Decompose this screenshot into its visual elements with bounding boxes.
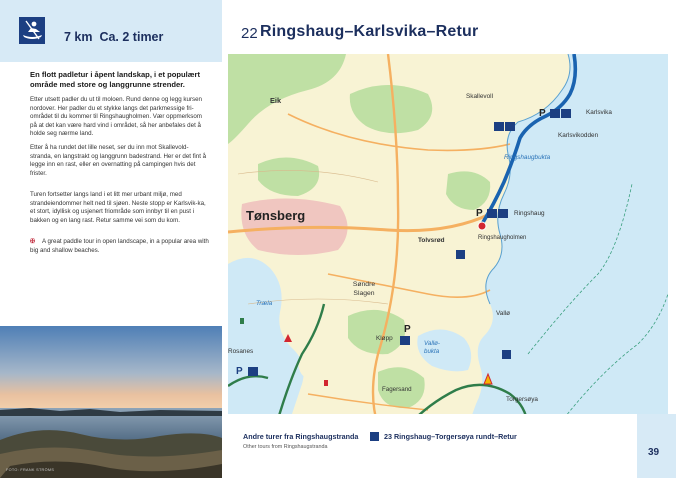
map-label-vallo: Vallø bbox=[496, 310, 511, 317]
paragraph-1: Etter utsett padler du ut til moloen. Rund denne og legg kursen nordover. Her padler du et stykke langs det parkmessige fri-området til du kommer til Ringshaugholmen. Vær oppmerksom på at det kan være hard vind i området, så her anbefales det å holde seg nærme land. bbox=[30, 96, 202, 138]
launch-icon-ringshaug bbox=[487, 209, 497, 218]
lead-text: En flott padletur i åpent landskap, i et populært område med store og langgrunne strender. bbox=[30, 70, 201, 89]
map-label-vallobukta: Vallø-bukta bbox=[424, 340, 440, 355]
english-summary bbox=[30, 238, 210, 255]
kayak-icon bbox=[19, 17, 45, 44]
uk-flag-icon: ✠ bbox=[30, 238, 36, 245]
distance-value: 7 km bbox=[64, 30, 93, 44]
toilet-icon-ringshaug bbox=[498, 209, 508, 218]
route-map bbox=[228, 54, 668, 426]
map-label-tolvsrod: Tolvsrød bbox=[418, 237, 445, 244]
duration-value: Ca. 2 timer bbox=[99, 30, 164, 44]
boat-icon-vallo bbox=[502, 350, 511, 359]
map-label-ringshaugbukta: Ringshaugbukta bbox=[504, 154, 551, 161]
parking-icon: P bbox=[539, 108, 546, 119]
map-label-fagersand: Fagersand bbox=[382, 386, 412, 393]
toilet-icon-klopp bbox=[400, 336, 410, 345]
map-label-traela: Træla bbox=[256, 300, 273, 307]
camping-icon-ringshaug bbox=[456, 250, 465, 259]
paragraph-2: Etter å ha rundet det lille neset, ser du inn mot Skallevold-stranda, en langstrakt og langgrunn badestrand. Her er det fint å legge inn en rast, eller en overnatting på campingen hvis det frister. bbox=[30, 144, 207, 177]
kayak-launch-icon bbox=[494, 122, 504, 131]
map-label-eik: Eik bbox=[270, 96, 282, 105]
photo-credit: FOTO: FRANK STRÖMS bbox=[6, 468, 55, 472]
other-tours-heading: Andre turer fra Ringshaugstranda bbox=[243, 432, 359, 441]
other-tours-subheading: Other tours from Ringshaugstranda bbox=[243, 444, 328, 450]
camping-icon bbox=[550, 109, 560, 118]
map-label-rosanes: Rosanes bbox=[228, 348, 254, 355]
route-title: Ringshaug–Karlsvika–Retur bbox=[260, 23, 479, 40]
toilet-icon-rosanes bbox=[248, 367, 258, 376]
parking-icon-ringshaug: P bbox=[476, 208, 483, 219]
kayak-small-icon bbox=[370, 432, 379, 441]
tour-23-link[interactable]: 23 Ringshaug–Torgersøya rundt–Retur bbox=[384, 432, 517, 441]
page-number-box bbox=[637, 414, 676, 478]
toilet-icon bbox=[561, 109, 571, 118]
route-number: 22 bbox=[241, 25, 258, 42]
map-label-klopp: Kløpp bbox=[376, 335, 393, 342]
paragraph-3: Turen fortsetter langs land i et litt mer urbant miljø, med strandeiendommer helt ned til sjøen. Neste stopp er Karlsvik-ka, et stort, idyllisk og usjenert friområde som innbyr til en pust i bakken og en lang rast. Retur samme vei som du kom. bbox=[30, 191, 206, 224]
coast-photo bbox=[0, 326, 222, 478]
map-label-tonsberg: Tønsberg bbox=[246, 208, 306, 223]
map-label-ringshaug: Ringshaug bbox=[514, 210, 545, 217]
parking-icon-klopp: P bbox=[404, 324, 411, 335]
page-number: 39 bbox=[648, 447, 660, 458]
map-label-torgersoya: Torgersøya bbox=[506, 396, 538, 403]
parking-icon-rosanes: P bbox=[236, 366, 243, 377]
distance-time bbox=[64, 30, 163, 44]
map-label-karlsvika: Karlsvika bbox=[586, 109, 612, 116]
picnic-icon bbox=[505, 122, 515, 131]
map-label-karlsvikodden: Karlsvikodden bbox=[558, 132, 599, 139]
english-summary-text: A great paddle tour in open landscape, in a popular area with big and shallow beaches. bbox=[30, 238, 209, 254]
map-label-ringshaugholmen: Ringshaugholmen bbox=[478, 235, 527, 241]
map-label-skallevoll: Skallevoll bbox=[466, 93, 493, 100]
map-label-sondre-slagen: Søndre Slagen bbox=[352, 281, 376, 297]
